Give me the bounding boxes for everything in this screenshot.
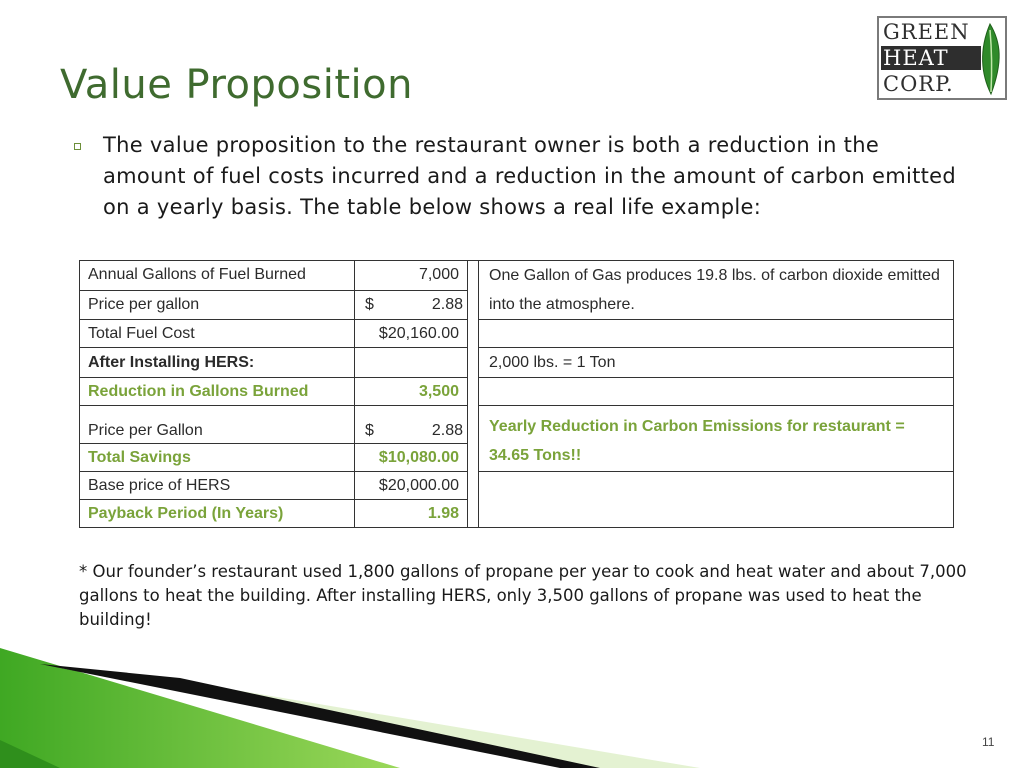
footnote: * Our founder’s restaurant used 1,800 gallons of propane per year to cook and heat water and about 7,000 gallons to heat the building. After installing HERS, only 3,500 gallons of propane was used to heat the building!	[79, 562, 967, 629]
currency-symbol: $	[365, 422, 374, 439]
spacer-column	[468, 261, 479, 528]
yearly-reduction-note	[479, 406, 954, 472]
row-value	[355, 290, 468, 320]
square-bullet-icon	[74, 143, 81, 150]
fuel-savings-table	[79, 260, 954, 528]
conversion-note	[479, 348, 954, 378]
row-amount: 2.88	[431, 295, 463, 313]
table-row	[80, 261, 954, 291]
row-value	[355, 406, 468, 444]
row-value: $10,080.00	[355, 444, 468, 472]
row-value: 3,500	[355, 378, 468, 406]
empty-note	[479, 320, 954, 348]
row-label: Payback Period (In Years)	[80, 500, 355, 528]
currency-symbol: $	[365, 295, 374, 313]
row-value: 1.98	[355, 500, 468, 528]
green-swoosh-decoration	[0, 640, 1024, 768]
slide-title: Value Proposition	[60, 62, 413, 108]
row-value: 7,000	[355, 261, 468, 291]
row-label: Base price of HERS	[80, 472, 355, 500]
bullet-point	[74, 130, 964, 223]
table-row	[80, 472, 954, 500]
logo-line-1: GREEN	[883, 20, 970, 44]
row-value: $20,160.00	[355, 320, 468, 348]
row-value: $20,000.00	[355, 472, 468, 500]
row-label: Price per Gallon	[80, 406, 355, 444]
row-value	[355, 348, 468, 378]
table-row	[80, 378, 954, 406]
green-heat-corp-logo	[877, 16, 1007, 100]
row-label: Total Savings	[80, 444, 355, 472]
table-row	[80, 348, 954, 378]
bullet-text: The value proposition to the restaurant owner is both a reduction in the amount of fuel costs incurred and a reduction in the amount of carbon emitted on a yearly basis. The table below shows a real life example:	[103, 133, 957, 219]
table-row	[80, 406, 954, 444]
gas-fact-note	[479, 261, 954, 320]
row-label: Price per gallon	[80, 290, 355, 320]
logo-line-2: HEAT	[881, 46, 981, 70]
row-label: Total Fuel Cost	[80, 320, 355, 348]
gas-fact-text: One Gallon of Gas produces 19.8 lbs. of carbon dioxide emitted into the atmosphere.	[489, 267, 940, 313]
table-row	[80, 320, 954, 348]
empty-note	[479, 472, 954, 528]
row-label: Reduction in Gallons Burned	[80, 378, 355, 406]
page-number: 11	[982, 735, 995, 749]
row-label: Annual Gallons of Fuel Burned	[80, 261, 355, 291]
row-label: After Installing HERS:	[80, 348, 355, 378]
logo-line-3: CORP.	[883, 72, 954, 96]
conversion-text: 2,000 lbs. = 1 Ton	[489, 354, 616, 371]
row-amount: 2.88	[431, 422, 463, 439]
yearly-reduction-text: Yearly Reduction in Carbon Emissions for restaurant = 34.65 Tons!!	[489, 418, 905, 464]
empty-note	[479, 378, 954, 406]
leaf-icon	[977, 22, 1003, 96]
